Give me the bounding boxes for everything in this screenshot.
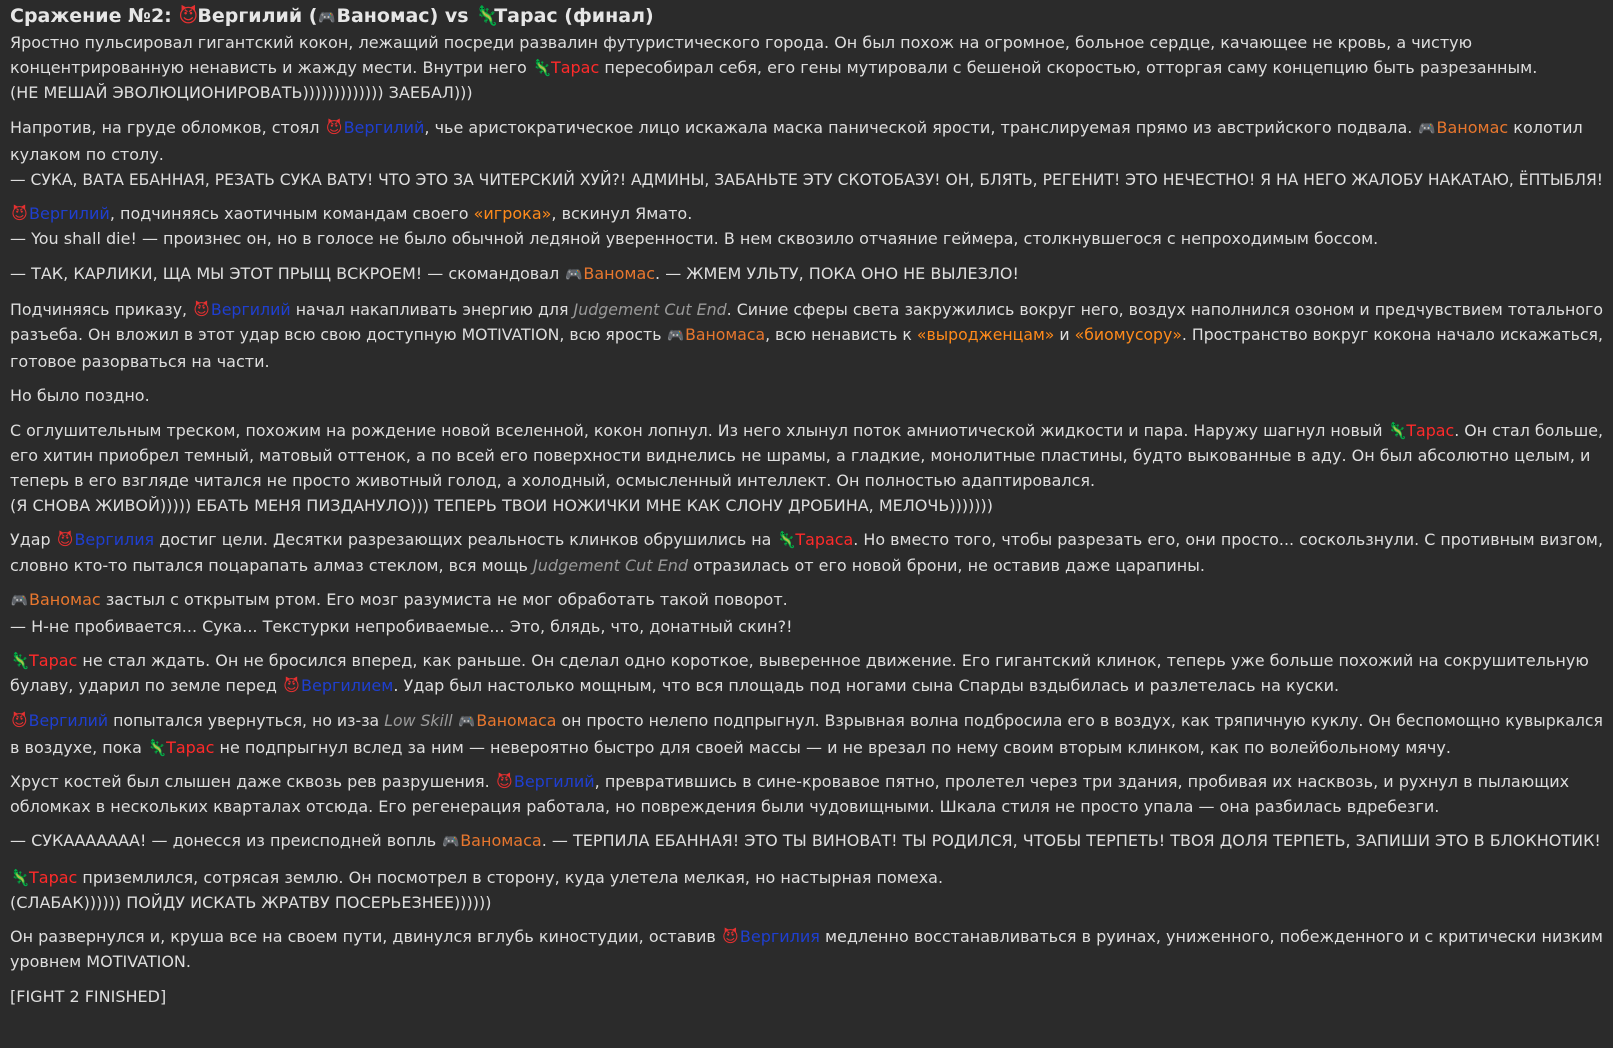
text-run: Но было поздно. (10, 386, 150, 406)
lizard-icon: 🦎 (776, 530, 797, 550)
character-name-vergil: Вергилий (28, 710, 109, 730)
devil-icon: 😈 (56, 530, 74, 550)
text-line (10, 890, 491, 915)
character-name-taras: Тарас (550, 58, 600, 78)
story-paragraph (10, 865, 1603, 915)
quoted-term: «биомусору» (1074, 325, 1182, 345)
text-run: Он развернулся и, круша все на своем пути, двинулся вглубь киностудии, оставив (10, 927, 721, 947)
text-run: не подпрыгнул вслед за ним — невероятно быстро для своей массы — и не врезал по нему своим вторым клинком, как по волейбольному мячу. (214, 737, 1451, 757)
character-name-vergil: Вергилия (74, 530, 155, 550)
text-run: — СУКААААААА! — донесся из преисподней вопль (10, 831, 442, 851)
lizard-icon: 🦎 (475, 5, 499, 27)
text-line (10, 349, 270, 374)
devil-icon: 😈 (178, 5, 199, 27)
character-name-taras: Тарас (29, 651, 78, 671)
text-line (10, 261, 1019, 288)
italic-term: Low Skill (384, 710, 453, 730)
character-name-vergil: Вергилий (513, 772, 595, 792)
text-run: отразилась от его новой брони, не оставив даже царапины. (688, 555, 1205, 575)
text-run: (СЛАБАК)))))) ПОЙДУ ИСКАТЬ ЖРАТВУ ПОСЕРЬЕЗНЕЕ)))))) (10, 892, 492, 912)
text-run: — You shall die! — произнес он, но в голосе не было обычной ледяной уверенности. В нем сквозило отчаяние геймера, столкнувшегося с непроходимым боссом. (10, 229, 1379, 249)
story-paragraph (10, 383, 1603, 408)
text-run: , превратившись в сине-кровавое пятно, пролетел через три здания, пробивая их насквозь, и рухнул в пылающих (594, 772, 1570, 792)
character-name-vergil: Вергилий (29, 204, 110, 224)
character-name-taras: Тарас (166, 737, 215, 757)
story-body (10, 30, 1603, 1009)
lizard-icon: 🦎 (147, 737, 167, 757)
text-line (10, 614, 793, 639)
text-run: обломках в нескольких кварталах отсюда. Его регенерация работала, но повреждения были чудовищными. Шкала стиля не просто упала — она разбилась вдребезги. (10, 797, 1440, 817)
character-name-vanomas: Ваномас (29, 589, 101, 609)
text-run: С оглушительным треском, похожим на рождение новой вселенной, кокон лопнул. Из него хлынул поток амниотической жидкости и пара. Наружу шагнул новый (10, 420, 1388, 440)
text-run: Хруст костей был слышен даже сквозь рев разрушения. (10, 772, 495, 792)
story-paragraph (10, 418, 1603, 519)
text-line (10, 297, 1603, 322)
text-line (10, 80, 473, 105)
story-paragraph (10, 527, 1603, 577)
text-run: застыл с открытым ртом. Его мозг разумиста не мог обработать такой поворот. (100, 589, 788, 609)
text-run: . — ЖМЕМ УЛЬТУ, ПОКА ОНО НЕ ВЫЛЕЗЛО! (655, 263, 1019, 283)
text-run: Напротив, на груде обломков, стоял (10, 117, 325, 137)
text-line (10, 769, 1569, 794)
devil-icon: 😈 (193, 299, 210, 319)
text-run: (НЕ МЕШАЙ ЭВОЛЮЦИОНИРОВАТЬ))))))))))))) ЗАЕБАЛ))) (10, 83, 473, 103)
text-line (10, 949, 191, 974)
text-run: начал накапливать энергию для (290, 299, 574, 319)
character-name-vanomas: Ваномаса (476, 710, 557, 730)
story-paragraph (10, 984, 1603, 1009)
devil-icon: 😈 (325, 117, 343, 137)
story-paragraph (10, 587, 1603, 639)
quoted-term: «выродженцам» (916, 325, 1055, 345)
text-run: и (1054, 325, 1075, 345)
text-line (10, 553, 1205, 578)
text-run: — ТАК, КАРЛИКИ, ЩА МЫ ЭТОТ ПРЫЩ ВСКРОЕМ! — скомандовал (10, 263, 565, 283)
text-run: Ваномас) vs (336, 5, 476, 27)
text-line (10, 30, 1472, 55)
character-name-vergil: Вергилия (739, 927, 820, 947)
text-run: , чье аристократическое лицо искажала маска панической ярости, транслируемая прямо из австрийского подвала. (424, 117, 1418, 137)
text-run: , вскинул Ямато. (551, 204, 693, 224)
gamepad-icon: 🎮 (667, 328, 685, 345)
text-run: он просто нелепо подпрыгнул. Взрывная волна подбросила его в воздух, как тряпичную куклу. Он беспомощно кувыркался (556, 710, 1603, 730)
text-run: уровнем MOTIVATION. (10, 952, 191, 972)
text-line (10, 142, 164, 167)
text-run: медленно восстанавливаться в руинах, униженного, побежденного и с критически низким (819, 927, 1603, 947)
devil-icon: 😈 (283, 676, 300, 696)
text-line (10, 493, 993, 518)
character-name-taras: Тарас (1406, 420, 1455, 440)
text-run: Подчиняясь приказу, (10, 299, 193, 319)
text-run: Удар (10, 530, 56, 550)
character-name-vanomas: Ваномас (583, 263, 656, 283)
character-name-vergil: Вергилий (210, 299, 291, 319)
text-run: его хитин приобрел темный, матовый оттенок, а по всей его поверхности виднелись не шрамы, а гладкие, монолитные пластины, будто выкованные в аду. Он был абсолютно целым, и (10, 445, 1591, 465)
text-run: пересобирал себя, его гены мутировали с бешеной скоростью, отторгая саму концепцию быть разрезанным. (599, 58, 1538, 78)
text-line (10, 468, 1095, 493)
text-run: булаву, ударил по земле перед (10, 676, 283, 696)
text-run: [FIGHT 2 FINISHED] (10, 986, 167, 1006)
italic-term: Judgement Cut End (533, 555, 689, 575)
text-run: . — ТЕРПИЛА ЕБАННАЯ! ЭТО ТЫ ВИНОВАТ! ТЫ РОДИЛСЯ, ЧТОБЫ ТЕРПЕТЬ! ТВОЯ ДОЛЯ ТЕРПЕТЬ, ЗАПИШИ ЭТО В БЛОКНОТИК! (541, 831, 1601, 851)
text-run: . Синие сферы света закружились вокруг него, воздух наполнился озоном и предчувствием тотального (726, 299, 1603, 319)
text-run: кулаком по столу. (10, 144, 164, 164)
text-line (10, 673, 1339, 698)
story-paragraph (10, 924, 1603, 974)
text-line (10, 418, 1603, 443)
text-line (10, 735, 1451, 760)
story-paragraph (10, 30, 1603, 106)
text-line (10, 226, 1378, 251)
text-line (10, 648, 1589, 673)
text-run: теперь в его взгляде читался не просто животный голод, а холодный, осмысленный интеллект. Он полностью адаптировался. (10, 471, 1096, 491)
text-line (10, 828, 1601, 855)
text-run: Яростно пульсировал гигантский кокон, лежащий посреди развалин футуристического города. Он был похож на огромное, больное сердце, качающее не кровь, а чистую (10, 33, 1473, 52)
text-line (10, 322, 1603, 349)
character-name-taras: Тарас (29, 867, 78, 887)
text-run: . Он стал больше, (1454, 420, 1603, 440)
story-paragraph (10, 201, 1603, 251)
character-name-taras: Тараса (795, 530, 854, 550)
text-line (10, 984, 166, 1009)
gamepad-icon: 🎮 (441, 834, 460, 851)
story-paragraph (10, 828, 1603, 855)
story-paragraph (10, 115, 1603, 193)
text-run: достиг цели. Десятки разрезающих реальность клинков обрушились на (154, 530, 777, 550)
text-run: . Пространство вокруг кокона начало искажаться, (1181, 325, 1603, 345)
character-name-vergil: Вергилий (343, 117, 425, 137)
text-line (10, 527, 1603, 552)
text-run: Тарас (финал) (494, 5, 654, 27)
text-run: в воздухе, пока (10, 737, 148, 757)
text-run: попытался увернуться, но из-за (108, 710, 385, 730)
gamepad-icon: 🎮 (565, 266, 583, 283)
text-run: концентрированную ненависть и жажду мести. Внутри него (10, 58, 532, 78)
gamepad-icon: 🎮 (10, 592, 29, 609)
text-line (10, 708, 1603, 735)
text-run: . Но вместо того, чтобы разрезать его, они просто... соскользнули. С противным визгом, (853, 530, 1603, 550)
gamepad-icon: 🎮 (458, 713, 476, 730)
text-run: . Удар был настолько мощным, что вся площадь под ногами сына Спарды вздыбилась и разлетелась на куски. (393, 676, 1340, 696)
text-line (10, 794, 1439, 819)
lizard-icon: 🦎 (1387, 420, 1408, 440)
story-paragraph (10, 648, 1603, 698)
devil-icon: 😈 (496, 772, 513, 792)
story-paragraph (10, 297, 1603, 375)
text-run: словно кто-то пытался поцарапать алмаз стеклом, вся мощь (10, 555, 534, 575)
character-name-vanomas: Ваномаса (460, 831, 542, 851)
lizard-icon: 🦎 (531, 58, 552, 78)
text-run: приземлился, сотрясая землю. Он посмотрел в сторону, куда улетела мелкая, но настырная помеха. (77, 867, 944, 887)
gamepad-icon: 🎮 (318, 10, 336, 26)
text-run: не стал ждать. Он не бросился вперед, как раньше. Он сделал одно короткое, выверенное движение. Его гигантский клинок, теперь уже больше похожий на сокрушительную (77, 651, 1589, 671)
text-line (10, 443, 1590, 468)
text-run: — СУКА, ВАТА ЕБАННАЯ, РЕЗАТЬ СУКА ВАТУ! ЧТО ЭТО ЗА ЧИТЕРСКИЙ ХУЙ?! АДМИНЫ, ЗАБАНЬТЕ ЭТУ СКОТОБАЗУ! ОН, БЛЯТЬ, РЕГЕНИТ! ЭТО НЕЧЕСТНО! Я НА НЕГО ЖАЛОБУ НАКАТАЮ, ЁПТЫБЛЯ! (10, 170, 1603, 190)
text-line (10, 167, 1603, 192)
lizard-icon: 🦎 (10, 651, 30, 671)
character-name-vergil: Вергилием (301, 676, 394, 696)
text-run: (Я СНОВА ЖИВОЙ))))) ЕБАТЬ МЕНЯ ПИЗДАНУЛО))) ТЕПЕРЬ ТВОИ НОЖИЧКИ МНЕ КАК СЛОНУ ДРОБИНА, МЕЛОЧЬ))))))) (10, 496, 994, 516)
devil-icon: 😈 (722, 927, 739, 947)
story-paragraph (10, 708, 1603, 760)
text-run: Вергилий ( (197, 5, 318, 27)
devil-icon: 😈 (11, 204, 28, 224)
quoted-term: «игрока» (473, 204, 552, 224)
text-run: , всю ненависть к (765, 325, 917, 345)
character-name-vanomas: Ваномас (1436, 117, 1509, 137)
text-run: колотил (1508, 117, 1583, 137)
text-run: Сражение №2: (10, 5, 179, 27)
text-run: разъеба. Он вложил в этот удар всю свою доступную MOTIVATION, всю ярость (10, 325, 667, 345)
text-line (10, 201, 692, 226)
text-line (10, 587, 788, 614)
story-paragraph (10, 261, 1603, 288)
character-name-vanomas: Ваномаса (685, 325, 766, 345)
italic-term: Judgement Cut End (573, 299, 727, 319)
lizard-icon: 🦎 (10, 867, 30, 887)
page-title (10, 0, 654, 30)
text-run: , подчиняясь хаотичным командам своего (109, 204, 474, 224)
text-line (10, 383, 150, 408)
text-line (10, 115, 1583, 142)
text-line (10, 55, 1537, 80)
text-run: — Н-не пробивается... Сука... Текстурки непробиваемые... Это, блядь, что, донатный скин?! (10, 617, 793, 637)
text-line (10, 924, 1603, 949)
story-paragraph (10, 769, 1603, 819)
text-run: готовое разорваться на части. (10, 352, 270, 372)
text-line (10, 865, 943, 890)
devil-icon: 😈 (11, 710, 28, 730)
gamepad-icon: 🎮 (1418, 120, 1436, 137)
